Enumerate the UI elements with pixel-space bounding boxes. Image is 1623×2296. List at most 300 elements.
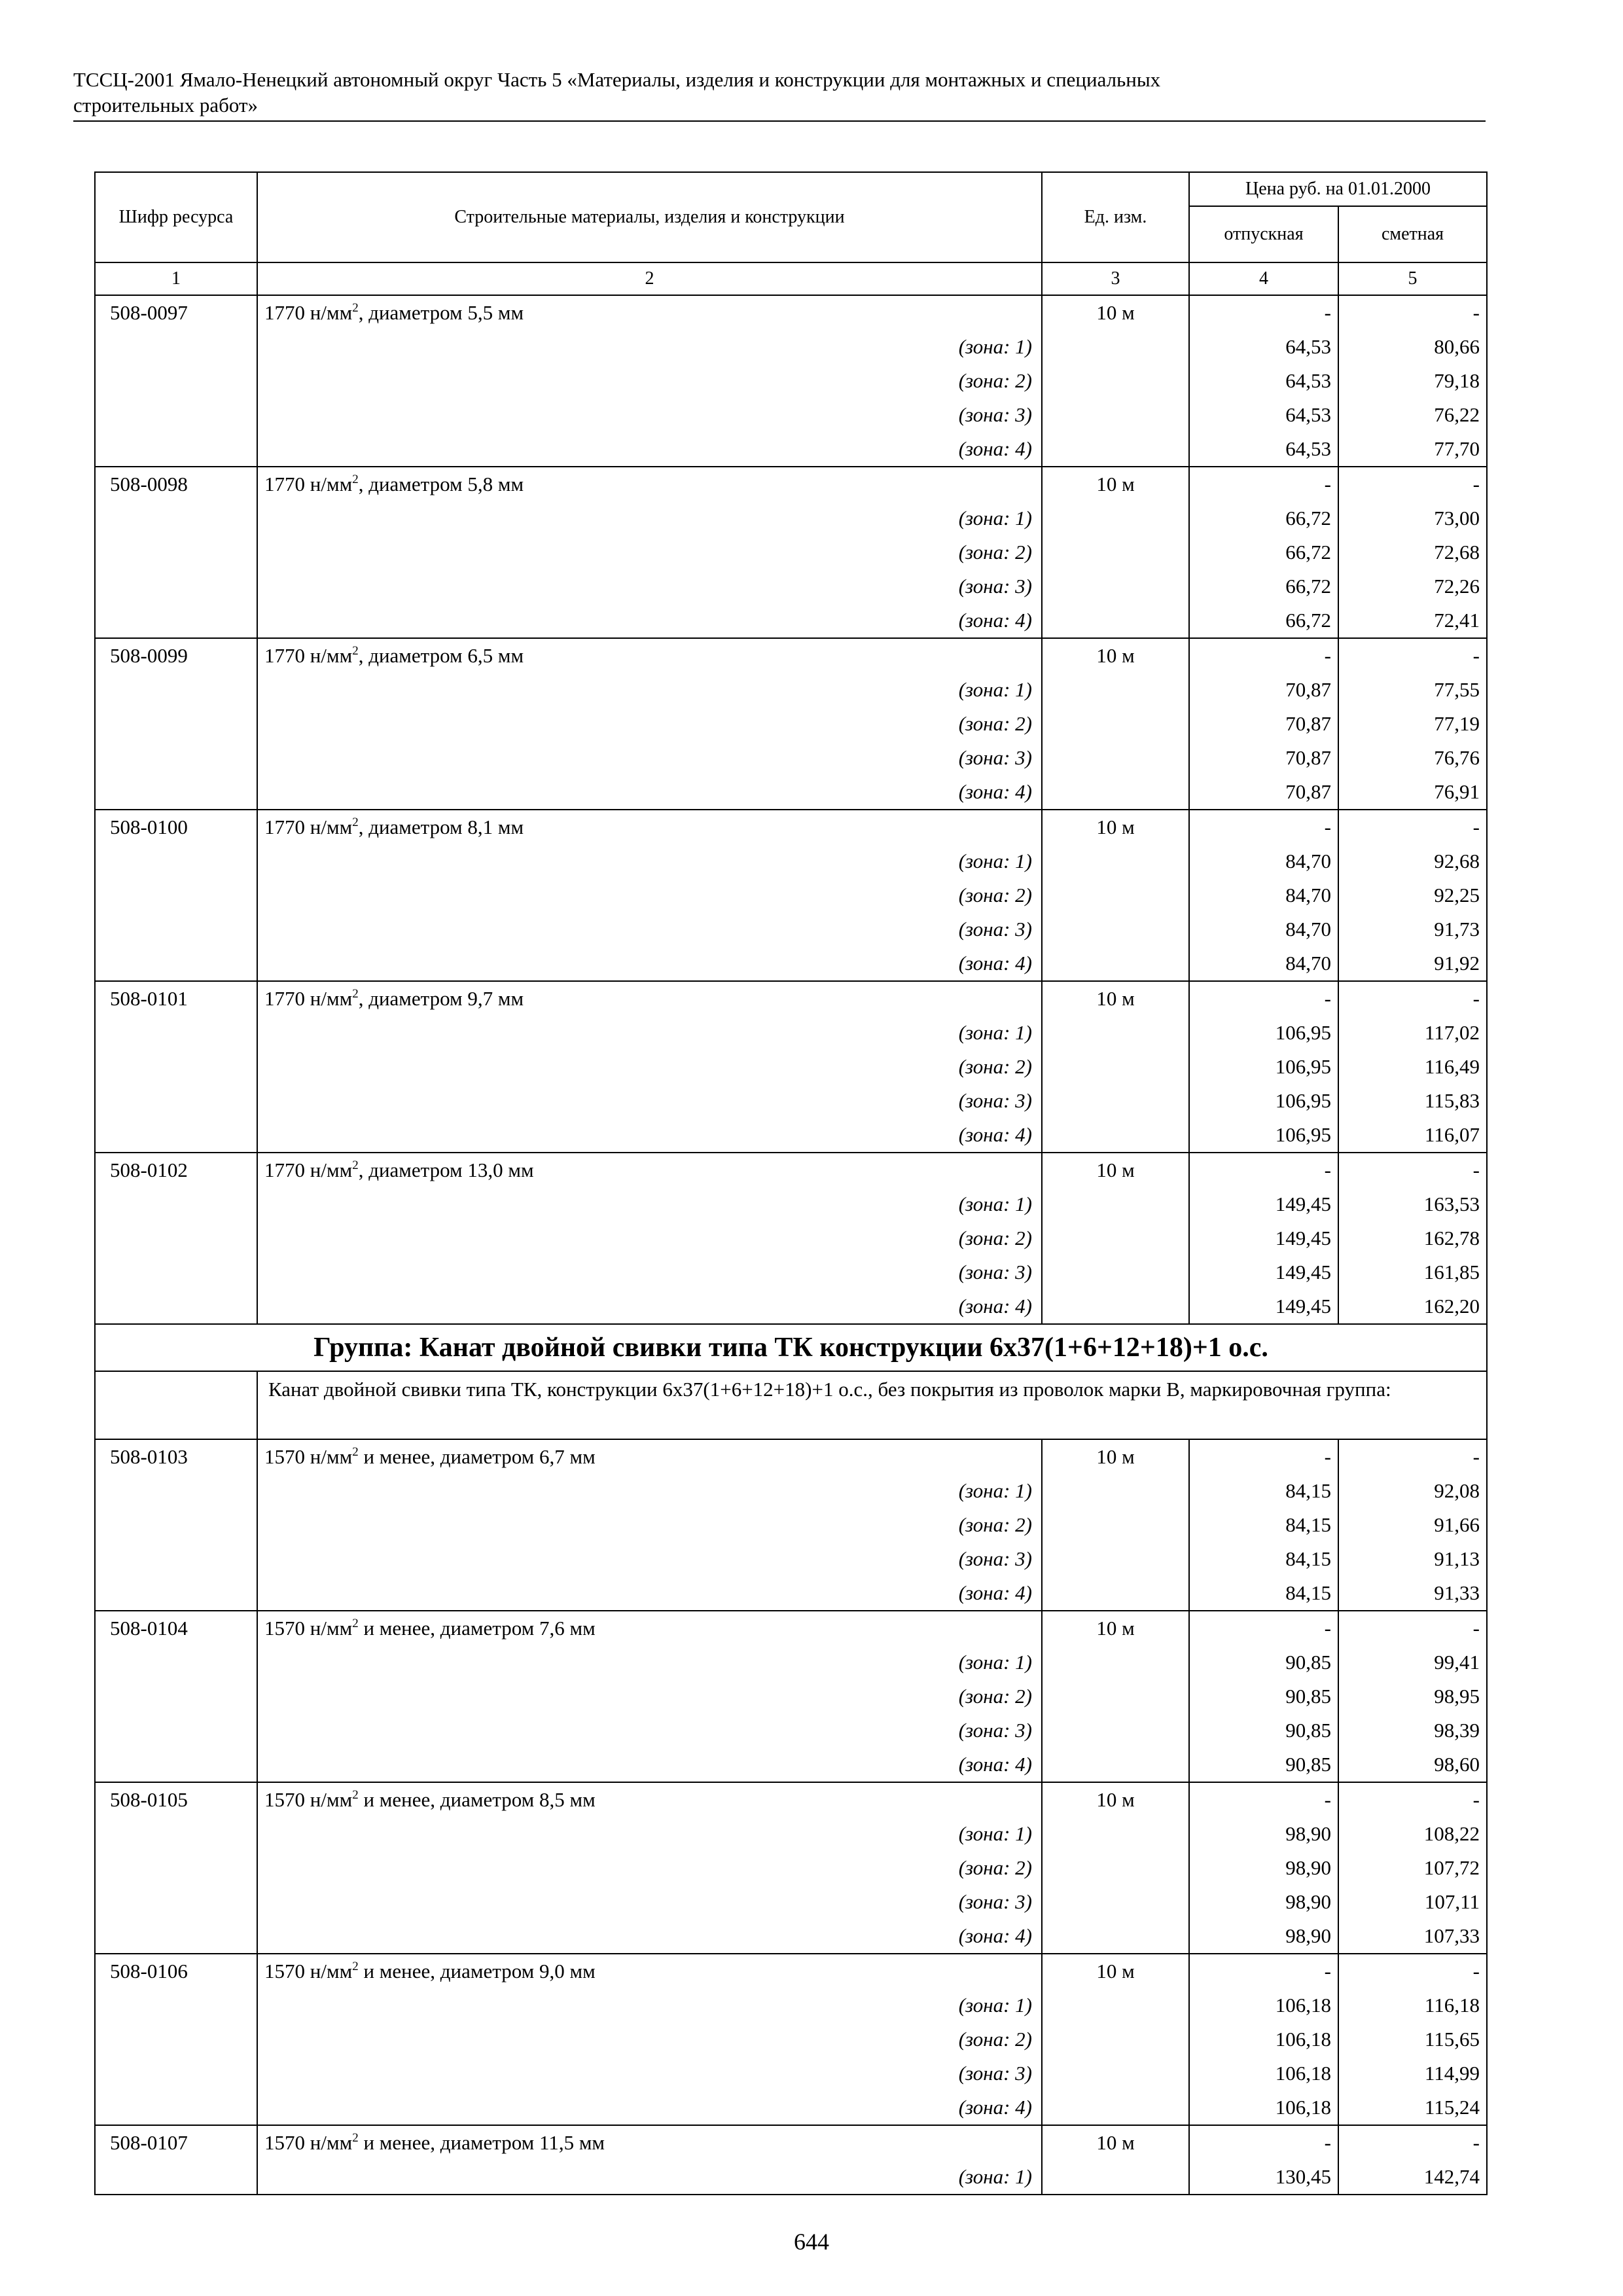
diameter-text: , диаметром 11,5 мм [430,2131,605,2154]
zone-row [95,1016,1487,1050]
zone-code-empty [95,1919,257,1954]
strength-text: 1570 н/мм [264,1617,353,1640]
zone-row [95,1084,1487,1118]
col-number-2: 2 [257,262,1042,295]
price-estimate-dash: - [1338,467,1487,501]
table-row [95,810,1487,844]
zone-code-empty [95,1576,257,1611]
price-estimate-dash: - [1338,638,1487,673]
price-release-dash: - [1189,981,1338,1016]
price-estimate: 107,72 [1338,1851,1487,1885]
zone-unit-empty [1042,1187,1189,1221]
price-release-dash: - [1189,1439,1338,1474]
zone-unit-empty [1042,2056,1189,2090]
zone-row [95,707,1487,741]
zone-unit-empty [1042,330,1189,364]
price-estimate: 108,22 [1338,1817,1487,1851]
price-release: 149,45 [1189,1255,1338,1289]
zone-label: (зона: 4) [257,1289,1042,1324]
zone-row [95,673,1487,707]
price-release: 84,70 [1189,878,1338,912]
zone-label: (зона: 1) [257,330,1042,364]
diameter-text: , диаметром 5,8 мм [358,473,524,495]
price-release: 84,15 [1189,1576,1338,1611]
zone-code-empty [95,2160,257,2195]
zone-unit-empty [1042,1851,1189,1885]
zone-unit-empty [1042,707,1189,741]
zone-unit-empty [1042,603,1189,638]
zone-row [95,1474,1487,1508]
price-estimate: 162,78 [1338,1221,1487,1255]
zone-code-empty [95,1084,257,1118]
zone-code-empty [95,398,257,432]
col-header-price-group: Цена руб. на 01.01.2000 [1189,172,1487,206]
price-estimate: 98,60 [1338,1748,1487,1782]
zone-label: (зона: 1) [257,501,1042,535]
zone-code-empty [95,330,257,364]
zone-code-empty [95,707,257,741]
zone-row [95,1289,1487,1324]
unit-cell: 10 м [1042,295,1189,330]
zone-code-empty [95,1679,257,1713]
zone-row [95,1919,1487,1954]
price-release: 66,72 [1189,603,1338,638]
price-release: 98,90 [1189,1885,1338,1919]
zone-unit-empty [1042,1221,1189,1255]
unit-cell: 10 м [1042,1439,1189,1474]
and-less-text: и менее [358,2131,431,2154]
item-description [257,1954,1042,1988]
resource-code: 508-0103 [95,1439,257,1474]
unit-cell: 10 м [1042,638,1189,673]
zone-code-empty [95,946,257,981]
table-row [95,2125,1487,2160]
zone-code-empty [95,535,257,569]
price-estimate-dash: - [1338,1153,1487,1187]
price-release: 106,18 [1189,2056,1338,2090]
price-estimate: 161,85 [1338,1255,1487,1289]
zone-label: (зона: 3) [257,741,1042,775]
diameter-text: , диаметром 6,7 мм [430,1445,596,1468]
zone-code-empty [95,432,257,467]
table-body-part-1 [95,295,1487,1324]
zone-row [95,775,1487,810]
zone-row [95,1679,1487,1713]
zone-row [95,398,1487,432]
table-row [95,638,1487,673]
zone-row [95,432,1487,467]
diameter-text: , диаметром 9,7 мм [358,987,524,1010]
zone-code-empty [95,1289,257,1324]
zone-unit-empty [1042,1576,1189,1611]
zone-unit-empty [1042,535,1189,569]
zone-label: (зона: 1) [257,1474,1042,1508]
price-estimate: 72,41 [1338,603,1487,638]
strength-text: 1770 н/мм [264,1158,353,1181]
zone-row [95,603,1487,638]
zone-label: (зона: 4) [257,1748,1042,1782]
zone-row [95,1255,1487,1289]
price-release: 64,53 [1189,364,1338,398]
zone-row [95,1885,1487,1919]
zone-code-empty [95,1221,257,1255]
zone-label: (зона: 2) [257,1221,1042,1255]
price-estimate: 76,76 [1338,741,1487,775]
strength-sup: 2 [352,473,359,486]
zone-label: (зона: 2) [257,535,1042,569]
resource-code: 508-0097 [95,295,257,330]
unit-cell: 10 м [1042,467,1189,501]
price-estimate: 77,55 [1338,673,1487,707]
strength-text: 1570 н/мм [264,1788,353,1811]
price-release-dash: - [1189,2125,1338,2160]
zone-unit-empty [1042,1016,1189,1050]
price-release: 106,18 [1189,2022,1338,2056]
zone-code-empty [95,1255,257,1289]
col-number-5: 5 [1338,262,1487,295]
zone-unit-empty [1042,2090,1189,2125]
price-release: 66,72 [1189,535,1338,569]
zone-label: (зона: 4) [257,603,1042,638]
price-estimate: 76,91 [1338,775,1487,810]
strength-text: 1570 н/мм [264,1445,353,1468]
price-estimate-dash: - [1338,2125,1487,2160]
col-header-name: Строительные материалы, изделия и конструкции [257,172,1042,262]
zone-code-empty [95,775,257,810]
price-release: 84,70 [1189,946,1338,981]
price-release: 106,95 [1189,1084,1338,1118]
price-estimate: 92,08 [1338,1474,1487,1508]
zone-label: (зона: 2) [257,878,1042,912]
price-release-dash: - [1189,295,1338,330]
price-release: 106,18 [1189,1988,1338,2022]
zone-label: (зона: 2) [257,1679,1042,1713]
zone-label: (зона: 1) [257,844,1042,878]
zone-unit-empty [1042,398,1189,432]
zone-row [95,1645,1487,1679]
zone-row [95,2160,1487,2195]
price-estimate: 98,95 [1338,1679,1487,1713]
col-header-price-release: отпускная [1189,206,1338,262]
item-description [257,467,1042,501]
item-description [257,1782,1042,1817]
price-release: 66,72 [1189,569,1338,603]
and-less-text: и менее [358,1617,431,1640]
unit-cell: 10 м [1042,2125,1189,2160]
diameter-text: , диаметром 8,5 мм [430,1788,596,1811]
price-release: 149,45 [1189,1187,1338,1221]
zone-unit-empty [1042,1474,1189,1508]
price-estimate: 115,24 [1338,2090,1487,2125]
zone-unit-empty [1042,946,1189,981]
strength-sup: 2 [352,1788,359,1802]
zone-unit-empty [1042,2160,1189,2195]
strength-text: 1770 н/мм [264,301,353,324]
price-release-dash: - [1189,1954,1338,1988]
col-header-price-estimate: сметная [1338,206,1487,262]
zone-row [95,2022,1487,2056]
zone-label: (зона: 4) [257,1118,1042,1153]
strength-sup: 2 [352,2131,359,2145]
col-number-3: 3 [1042,262,1189,295]
strength-sup: 2 [352,987,359,1001]
strength-sup: 2 [352,1158,359,1172]
zone-code-empty [95,364,257,398]
zone-code-empty [95,673,257,707]
strength-sup: 2 [352,1445,359,1459]
price-release-dash: - [1189,638,1338,673]
zone-unit-empty [1042,2022,1189,2056]
zone-row [95,1118,1487,1153]
zone-code-empty [95,1748,257,1782]
price-estimate: 77,70 [1338,432,1487,467]
price-estimate: 77,19 [1338,707,1487,741]
price-estimate: 76,22 [1338,398,1487,432]
zone-row [95,535,1487,569]
zone-label: (зона: 3) [257,1084,1042,1118]
price-estimate: 91,92 [1338,946,1487,981]
price-estimate-dash: - [1338,1954,1487,1988]
zone-unit-empty [1042,364,1189,398]
price-release: 149,45 [1189,1289,1338,1324]
price-table [94,171,1488,2195]
zone-code-empty [95,878,257,912]
zone-label: (зона: 3) [257,569,1042,603]
price-estimate: 107,11 [1338,1885,1487,1919]
strength-sup: 2 [352,1960,359,1973]
unit-cell: 10 м [1042,1782,1189,1817]
header-line-1: ТССЦ-2001 Ямало-Ненецкий автономный округ Часть 5 «Материалы, изделия и конструкции для монтажных и специальных [73,68,1161,91]
strength-text: 1770 н/мм [264,644,353,667]
item-description [257,295,1042,330]
price-release: 70,87 [1189,673,1338,707]
price-estimate-dash: - [1338,1611,1487,1645]
col-number-4: 4 [1189,262,1338,295]
zone-label: (зона: 4) [257,775,1042,810]
resource-code: 508-0100 [95,810,257,844]
price-release: 64,53 [1189,398,1338,432]
item-description [257,1439,1042,1474]
page-header [73,67,1480,118]
price-estimate: 107,33 [1338,1919,1487,1954]
item-description [257,638,1042,673]
diameter-text: , диаметром 6,5 мм [358,644,524,667]
price-release: 64,53 [1189,432,1338,467]
group-desc-spacer [95,1371,257,1439]
price-release: 106,95 [1189,1050,1338,1084]
zone-unit-empty [1042,1817,1189,1851]
zone-label: (зона: 4) [257,432,1042,467]
group-description: Канат двойной свивки типа ТК, конструкции 6х37(1+6+12+18)+1 о.с., без покрытия из проволок марки В, маркировочная группа: [257,1371,1487,1439]
zone-unit-empty [1042,1748,1189,1782]
price-estimate: 163,53 [1338,1187,1487,1221]
resource-code: 508-0102 [95,1153,257,1187]
price-release: 84,70 [1189,912,1338,946]
resource-code: 508-0105 [95,1782,257,1817]
zone-unit-empty [1042,1679,1189,1713]
price-estimate: 72,68 [1338,535,1487,569]
zone-label: (зона: 3) [257,2056,1042,2090]
zone-unit-empty [1042,741,1189,775]
zone-unit-empty [1042,1255,1189,1289]
strength-text: 1770 н/мм [264,816,353,838]
group-title: Группа: Канат двойной свивки типа ТК конструкции 6х37(1+6+12+18)+1 о.с. [95,1324,1487,1371]
price-release: 66,72 [1189,501,1338,535]
strength-sup: 2 [352,1617,359,1630]
price-release: 90,85 [1189,1713,1338,1748]
zone-row [95,1851,1487,1885]
price-estimate-dash: - [1338,1439,1487,1474]
resource-code: 508-0104 [95,1611,257,1645]
zone-code-empty [95,1645,257,1679]
price-estimate: 99,41 [1338,1645,1487,1679]
strength-text: 1570 н/мм [264,1960,353,1982]
zone-unit-empty [1042,1713,1189,1748]
zone-unit-empty [1042,1050,1189,1084]
price-estimate: 116,49 [1338,1050,1487,1084]
zone-code-empty [95,2022,257,2056]
zone-row [95,912,1487,946]
table-row [95,1954,1487,1988]
price-estimate: 80,66 [1338,330,1487,364]
table-row [95,467,1487,501]
zone-code-empty [95,2090,257,2125]
zone-row [95,946,1487,981]
zone-unit-empty [1042,1508,1189,1542]
zone-code-empty [95,1851,257,1885]
zone-code-empty [95,844,257,878]
zone-unit-empty [1042,775,1189,810]
item-description [257,810,1042,844]
zone-row [95,1050,1487,1084]
and-less-text: и менее [358,1960,431,1982]
zone-label: (зона: 3) [257,1542,1042,1576]
zone-row [95,501,1487,535]
strength-sup: 2 [352,301,359,315]
table-row [95,1782,1487,1817]
zone-code-empty [95,603,257,638]
price-release: 64,53 [1189,330,1338,364]
zone-code-empty [95,1050,257,1084]
zone-unit-empty [1042,673,1189,707]
price-release: 98,90 [1189,1919,1338,1954]
zone-row [95,330,1487,364]
zone-row [95,1542,1487,1576]
zone-unit-empty [1042,1542,1189,1576]
price-release-dash: - [1189,1782,1338,1817]
price-release: 98,90 [1189,1851,1338,1885]
zone-code-empty [95,1118,257,1153]
item-description [257,981,1042,1016]
zone-label: (зона: 3) [257,1255,1042,1289]
zone-code-empty [95,912,257,946]
price-release: 84,15 [1189,1508,1338,1542]
zone-code-empty [95,501,257,535]
zone-row [95,364,1487,398]
price-release: 84,70 [1189,844,1338,878]
strength-sup: 2 [352,644,359,658]
zone-code-empty [95,1885,257,1919]
zone-row [95,1713,1487,1748]
price-estimate-dash: - [1338,295,1487,330]
col-header-unit: Ед. изм. [1042,172,1189,262]
zone-label: (зона: 1) [257,1988,1042,2022]
zone-label: (зона: 4) [257,1919,1042,1954]
resource-code: 508-0107 [95,2125,257,2160]
price-estimate: 91,13 [1338,1542,1487,1576]
zone-label: (зона: 2) [257,364,1042,398]
price-estimate: 117,02 [1338,1016,1487,1050]
header-line-2: строительных работ» [73,94,259,117]
price-release-dash: - [1189,467,1338,501]
zone-code-empty [95,1988,257,2022]
zone-label: (зона: 1) [257,1817,1042,1851]
price-release: 149,45 [1189,1221,1338,1255]
col-number-1: 1 [95,262,257,295]
unit-cell: 10 м [1042,1611,1189,1645]
zone-label: (зона: 3) [257,398,1042,432]
zone-row [95,844,1487,878]
zone-row [95,878,1487,912]
zone-label: (зона: 1) [257,673,1042,707]
page-number: 644 [794,2229,829,2255]
table-header [95,172,1487,295]
zone-unit-empty [1042,1645,1189,1679]
zone-code-empty [95,1542,257,1576]
zone-code-empty [95,1508,257,1542]
zone-unit-empty [1042,501,1189,535]
zone-label: (зона: 3) [257,912,1042,946]
zone-label: (зона: 2) [257,1508,1042,1542]
zone-label: (зона: 2) [257,707,1042,741]
price-release: 98,90 [1189,1817,1338,1851]
price-release: 130,45 [1189,2160,1338,2195]
table-row [95,1439,1487,1474]
price-release: 106,95 [1189,1016,1338,1050]
price-estimate: 91,73 [1338,912,1487,946]
unit-cell: 10 м [1042,1153,1189,1187]
price-release: 70,87 [1189,707,1338,741]
resource-code: 508-0106 [95,1954,257,1988]
table-row [95,1611,1487,1645]
item-description [257,2125,1042,2160]
unit-cell: 10 м [1042,810,1189,844]
zone-unit-empty [1042,844,1189,878]
resource-code: 508-0099 [95,638,257,673]
zone-label: (зона: 4) [257,946,1042,981]
zone-row [95,1817,1487,1851]
header-rule [73,120,1486,122]
zone-code-empty [95,1187,257,1221]
price-estimate: 116,07 [1338,1118,1487,1153]
diameter-text: , диаметром 13,0 мм [358,1158,534,1181]
item-description [257,1153,1042,1187]
strength-text: 1770 н/мм [264,473,353,495]
zone-unit-empty [1042,1289,1189,1324]
zone-unit-empty [1042,432,1189,467]
price-release: 90,85 [1189,1645,1338,1679]
strength-text: 1770 н/мм [264,987,353,1010]
price-estimate: 115,83 [1338,1084,1487,1118]
price-estimate-dash: - [1338,981,1487,1016]
zone-label: (зона: 3) [257,1885,1042,1919]
zone-row [95,741,1487,775]
zone-unit-empty [1042,1919,1189,1954]
price-estimate: 73,00 [1338,501,1487,535]
price-release-dash: - [1189,1611,1338,1645]
zone-row [95,1221,1487,1255]
zone-label: (зона: 2) [257,1050,1042,1084]
